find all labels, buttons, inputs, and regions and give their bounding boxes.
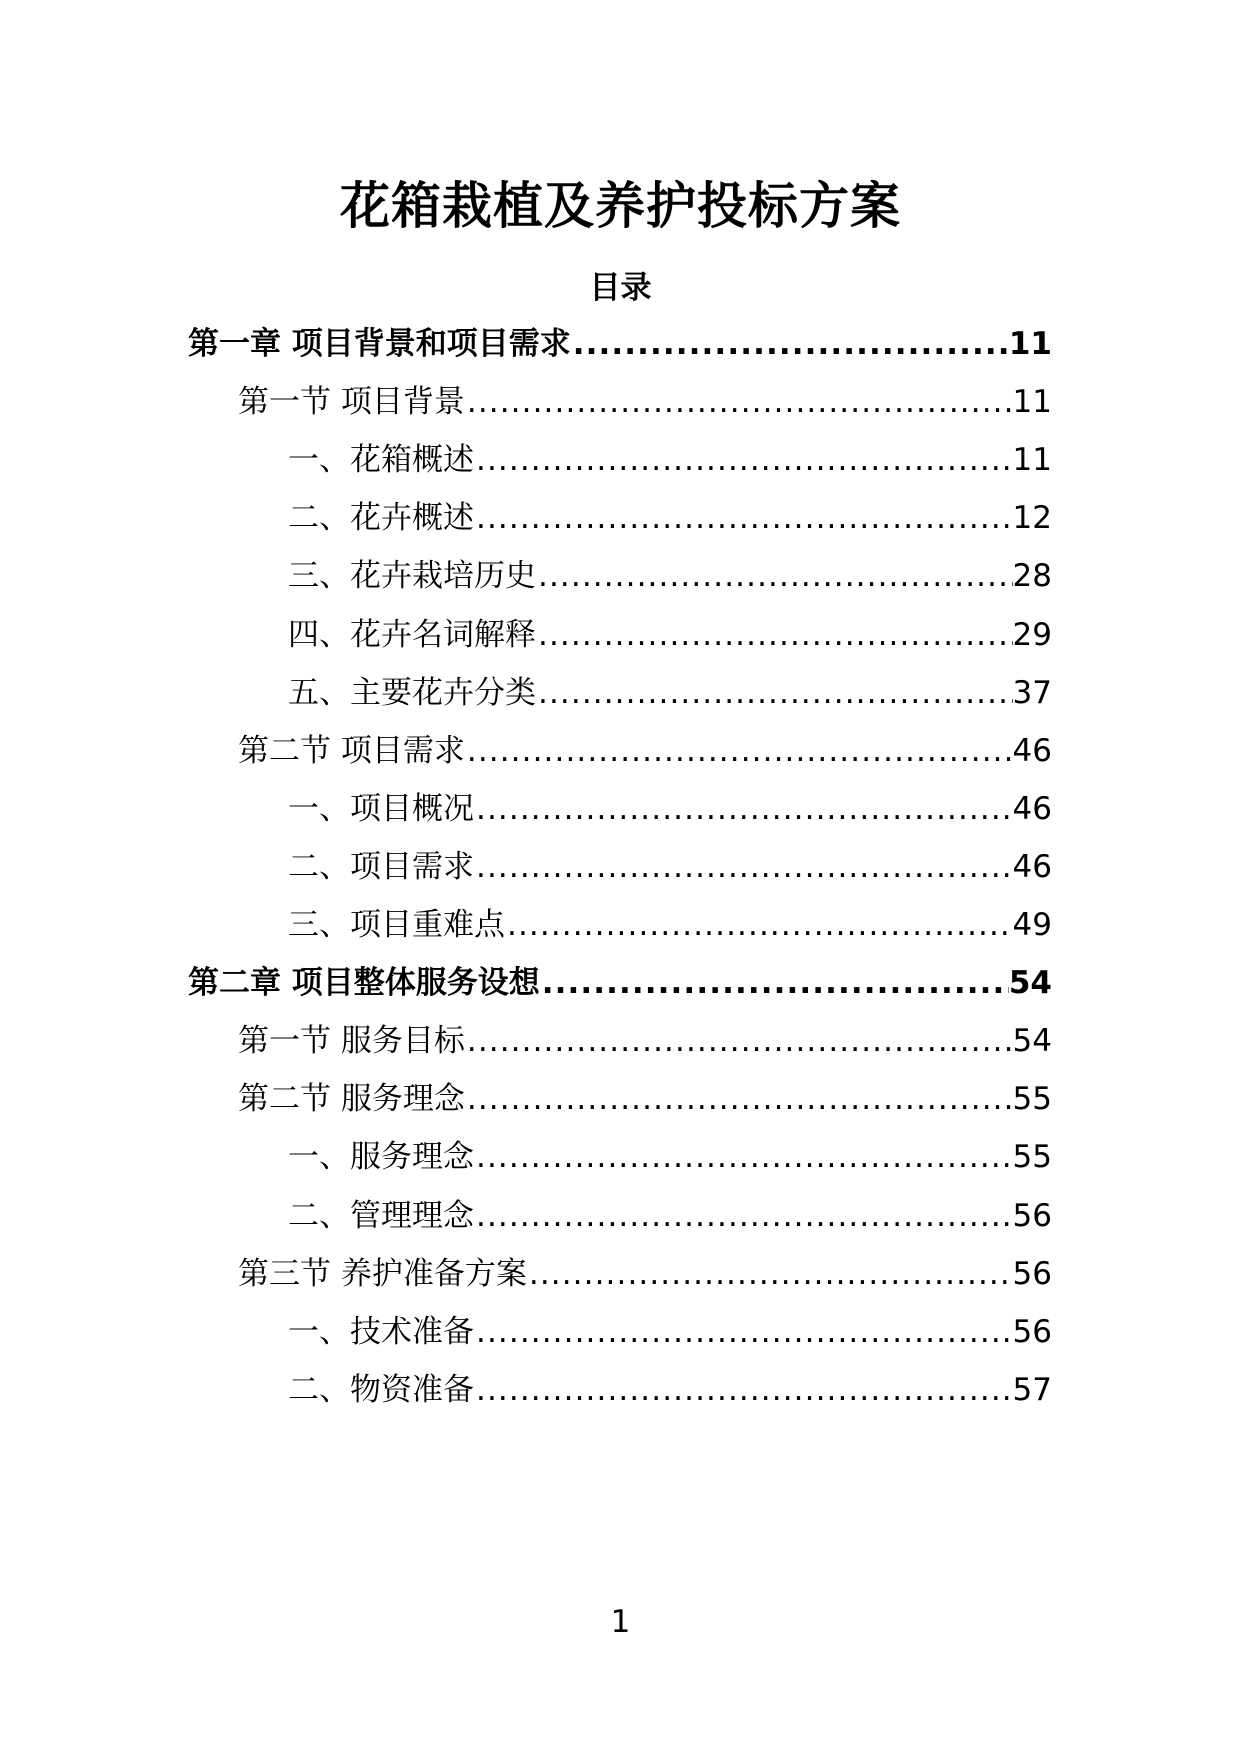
toc-entry[interactable] [288, 1368, 1052, 1412]
toc-entry-text: 四、花卉名词解释 [288, 616, 536, 653]
toc-entry[interactable] [238, 380, 1052, 424]
toc-entry-text: 二、项目需求 [288, 848, 474, 885]
toc-entry[interactable] [188, 961, 1052, 1005]
toc-entry-page: 12 [1012, 500, 1052, 537]
toc-entry-page: 56 [1012, 1255, 1052, 1292]
toc-dot-leader [474, 438, 1013, 482]
toc-entry-page: 46 [1012, 732, 1052, 769]
toc-entry[interactable] [288, 1194, 1052, 1238]
toc-dot-leader [540, 961, 1009, 1005]
toc-dot-leader [474, 1194, 1013, 1238]
toc-entry[interactable] [288, 438, 1052, 482]
toc-dot-leader [474, 845, 1013, 889]
toc-entry-page: 28 [1012, 558, 1052, 595]
toc-entry-text: 第二章 项目整体服务设想 [188, 965, 540, 1002]
toc-dot-leader [536, 671, 1013, 715]
toc-entry[interactable] [288, 671, 1052, 715]
toc-dot-leader [505, 903, 1013, 947]
toc-entry-page: 11 [1012, 442, 1052, 479]
toc-entry-page: 57 [1012, 1371, 1052, 1408]
toc-entry[interactable] [288, 496, 1052, 540]
toc-entry-text: 二、花卉概述 [288, 500, 474, 537]
toc-entry-text: 一、技术准备 [288, 1313, 474, 1350]
toc-entry-page: 54 [1008, 965, 1052, 1002]
toc-dot-leader [465, 729, 1013, 773]
toc-dot-leader [474, 787, 1013, 831]
toc-dot-leader [527, 1252, 1013, 1296]
toc-entry[interactable] [288, 845, 1052, 889]
toc-entry-text: 三、花卉栽培历史 [288, 558, 536, 595]
toc-entry-text: 第二节 服务理念 [238, 1081, 465, 1118]
toc-entry-page: 56 [1012, 1197, 1052, 1234]
toc-entry-text: 第二节 项目需求 [238, 732, 465, 769]
toc-entry-page: 46 [1012, 848, 1052, 885]
toc-entry-page: 54 [1012, 1023, 1052, 1060]
toc-dot-leader [465, 1077, 1013, 1121]
toc-entry[interactable] [288, 613, 1052, 657]
toc-dot-leader [465, 380, 1013, 424]
toc-entry-page: 55 [1012, 1081, 1052, 1118]
toc-entry-page: 46 [1012, 790, 1052, 827]
toc-entry-text: 三、项目重难点 [288, 907, 505, 943]
toc-entry[interactable] [288, 787, 1052, 831]
toc-dot-leader [571, 322, 1009, 366]
toc-entry-text: 一、项目概况 [288, 790, 474, 827]
toc-heading: 目录 [589, 270, 652, 306]
toc-dot-leader [474, 1135, 1013, 1179]
toc-dot-leader [536, 613, 1013, 657]
toc-dot-leader [474, 1368, 1013, 1412]
toc-entry[interactable] [238, 729, 1052, 773]
toc-entry-text: 五、主要花卉分类 [288, 674, 536, 711]
toc-entry-text: 第一章 项目背景和项目需求 [188, 326, 571, 362]
toc-entry-text: 一、花箱概述 [288, 442, 474, 479]
toc-entry[interactable] [288, 1135, 1052, 1179]
toc-entry[interactable] [288, 1310, 1052, 1354]
toc-entry-page: 56 [1012, 1313, 1052, 1350]
toc-entry[interactable] [238, 1019, 1052, 1063]
document-title: 花箱栽植及养护投标方案 [340, 177, 901, 235]
toc-dot-leader [536, 554, 1013, 598]
toc-entry-page: 29 [1012, 616, 1052, 653]
toc-entry-text: 第三节 养护准备方案 [238, 1255, 527, 1292]
toc-entry-text: 一、服务理念 [288, 1139, 474, 1176]
page-number: 1 [610, 1604, 631, 1640]
toc-entry[interactable] [188, 322, 1052, 366]
toc-entry-text: 二、物资准备 [288, 1371, 474, 1408]
toc-dot-leader [465, 1019, 1013, 1063]
toc-entry[interactable] [238, 1077, 1052, 1121]
toc-entry-page: 37 [1012, 674, 1052, 711]
toc-entry[interactable] [288, 903, 1052, 947]
toc-entry-page: 55 [1012, 1139, 1052, 1176]
toc-entry[interactable] [238, 1252, 1052, 1296]
toc-entry-page: 49 [1012, 907, 1052, 943]
toc-dot-leader [474, 1310, 1013, 1354]
toc-entry-text: 第一节 项目背景 [238, 384, 465, 421]
toc-entry-page: 11 [1008, 326, 1052, 362]
toc-entry[interactable] [288, 554, 1052, 598]
toc-dot-leader [474, 496, 1013, 540]
toc-entry-text: 第一节 服务目标 [238, 1023, 465, 1060]
toc-entry-page: 11 [1012, 384, 1052, 421]
toc-entry-text: 二、管理理念 [288, 1197, 474, 1234]
